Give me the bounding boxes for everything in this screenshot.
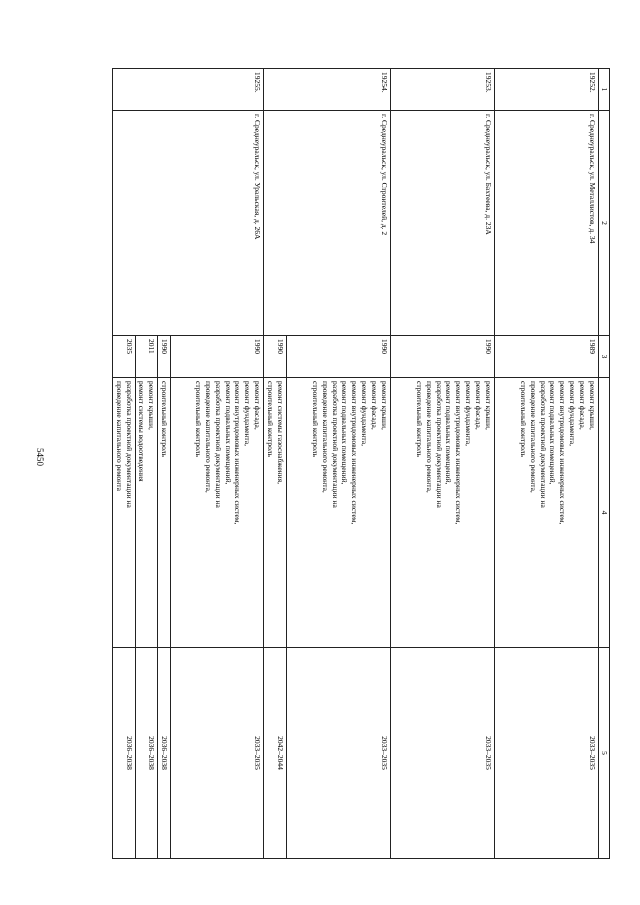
row-number-cell: 19253. [391, 69, 495, 111]
header-cell-1: 1 [599, 69, 610, 111]
table-body [112, 69, 609, 859]
works-cell [112, 378, 135, 648]
table-row [171, 69, 264, 859]
commission-year-cell: 1989 [495, 336, 599, 378]
works-cell [171, 378, 264, 648]
work-item: ремонт фасада, [370, 381, 380, 430]
row-number-cell: 19255. [112, 69, 263, 111]
row-number-cell: 19252. [495, 69, 599, 111]
work-item: строительный контроль [266, 381, 276, 457]
work-item: ремонт системы газоснабжения, [276, 381, 285, 485]
work-item: разработка проектной документации на [538, 381, 548, 508]
works-cell [495, 378, 599, 648]
work-item: ремонт подвальных помещений, [444, 381, 454, 485]
repair-period-cell: 2036–2038 [158, 648, 171, 859]
work-item: разработка проектной документации на [213, 381, 223, 508]
work-item: строительный контроль [160, 381, 170, 457]
address-cell: г. Среднеуральск, ул. Уральская, д. 26А [112, 111, 263, 336]
works-cell [287, 378, 391, 648]
page-number: 5450 [35, 448, 45, 466]
commission-year-cell: 1990 [171, 336, 264, 378]
commission-year-cell: 2035 [112, 336, 135, 378]
header-row [599, 69, 610, 859]
work-item: ремонт крыши, [147, 381, 157, 430]
commission-year-cell: 1990 [391, 336, 495, 378]
works-cell [158, 378, 171, 648]
work-item: ремонт системы водоотведения [137, 381, 147, 482]
work-item: строительный контроль [310, 381, 320, 457]
work-item: ремонт внутридомовых инженерных систем, [454, 381, 464, 525]
work-item: строительный контроль [193, 381, 203, 457]
table-row [495, 69, 599, 859]
work-item: ремонт внутридомовых инженерных систем, [233, 381, 243, 525]
header-cell-5: 5 [599, 648, 610, 859]
address-cell: г. Среднеуральск, ул. Металлистов, д. 34 [495, 111, 599, 336]
repair-period-cell: 2033–2035 [391, 648, 495, 859]
repair-period-cell: 2036–2038 [135, 648, 158, 859]
work-item: проведение капитального ремонта, [320, 381, 330, 493]
works-cell [264, 378, 287, 648]
work-item: ремонт фасада, [578, 381, 588, 430]
header-cell-2: 2 [599, 111, 610, 336]
repair-schedule-table [112, 68, 610, 859]
commission-year-cell: 2011 [135, 336, 158, 378]
work-item: проведение капитального ремонта, [424, 381, 434, 493]
works-cell [391, 378, 495, 648]
work-item: ремонт подвальных помещений, [223, 381, 233, 485]
work-item: ремонт внутридомовых инженерных систем, [558, 381, 568, 525]
work-item: ремонт фундамента, [464, 381, 474, 446]
work-item: ремонт фасада, [474, 381, 484, 430]
rotated-table-container [88, 68, 610, 858]
header-cell-4: 4 [599, 378, 610, 648]
row-number-cell: 19254. [264, 69, 391, 111]
work-item: ремонт внутридомовых инженерных систем, [350, 381, 360, 525]
work-item: ремонт фасада, [253, 381, 263, 430]
address-cell: г. Среднеуральск, ул. Бахтеева, д. 23А [391, 111, 495, 336]
work-item: ремонт крыши, [380, 381, 389, 430]
works-cell [135, 378, 158, 648]
commission-year-cell: 1990 [158, 336, 171, 378]
repair-period-cell: 2033–2035 [495, 648, 599, 859]
work-item: строительный контроль [414, 381, 424, 457]
commission-year-cell: 1990 [287, 336, 391, 378]
work-item: ремонт крыши, [484, 381, 493, 430]
work-item: ремонт фундамента, [243, 381, 253, 446]
work-item: проведение капитального ремонта [114, 381, 124, 491]
work-item: разработка проектной документации на [434, 381, 444, 508]
repair-period-cell: 2033–2035 [171, 648, 264, 859]
work-item: строительный контроль [518, 381, 528, 457]
work-item: ремонт фундамента, [568, 381, 578, 446]
work-item: проведение капитального ремонта, [528, 381, 538, 493]
table-row [287, 69, 391, 859]
work-item: проведение капитального ремонта, [203, 381, 213, 493]
commission-year-cell: 1990 [264, 336, 287, 378]
table-row [391, 69, 495, 859]
work-item: ремонт фундамента, [360, 381, 370, 446]
work-item: разработка проектной документации на [124, 381, 134, 508]
work-item: ремонт подвальных помещений, [340, 381, 350, 485]
work-item: ремонт крыши, [588, 381, 597, 430]
repair-period-cell: 2036–2038 [112, 648, 135, 859]
work-item: ремонт подвальных помещений, [548, 381, 558, 485]
repair-period-cell: 2042–2044 [264, 648, 287, 859]
header-cell-3: 3 [599, 336, 610, 378]
repair-period-cell: 2033–2035 [287, 648, 391, 859]
work-item: разработка проектной документации на [330, 381, 340, 508]
address-cell: г. Среднеуральск, ул. Строителей, д. 2 [264, 111, 391, 336]
